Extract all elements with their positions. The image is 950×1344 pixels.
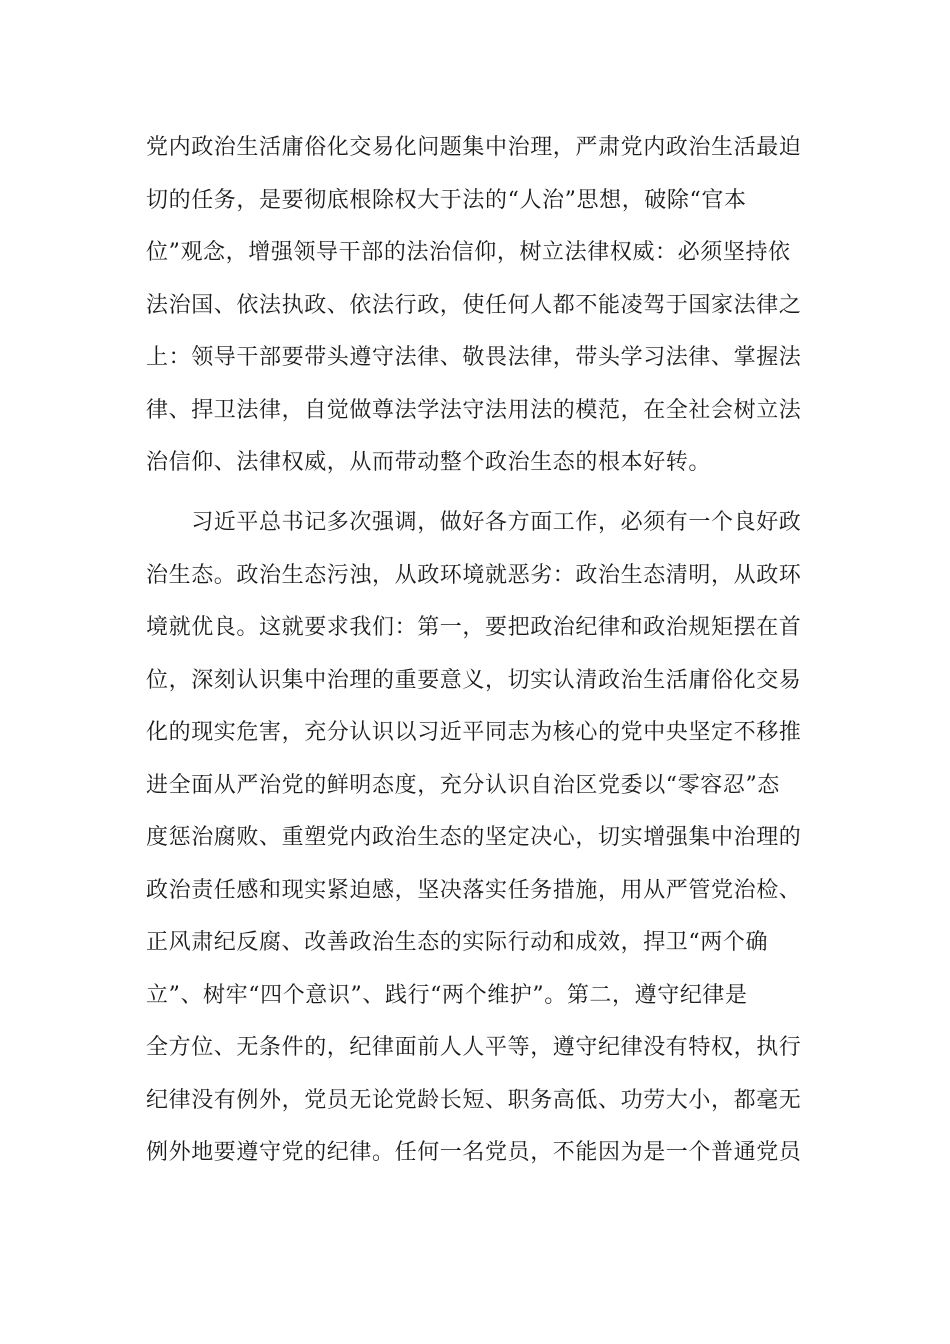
text-line: 治信仰、法律权威，从而带动整个政治生态的根本好转。 xyxy=(146,450,712,475)
text-line: 法治国、依法执政、依法行政，使任何人都不能凌驾于国家法律之 xyxy=(146,292,802,318)
text-line: 境就优良。这就要求我们：第一，要把政治纪律和政治规矩摆在首 xyxy=(146,615,802,640)
text-line: 纪律没有例外，党员无论党龄长短、职务高低、功劳大小，都毫无 xyxy=(146,1087,802,1113)
text-line: 党内政治生活庸俗化交易化问题集中治理，严肃党内政治生活最迫 xyxy=(146,135,802,160)
text-line: 政治责任感和现实紧迫感，坚决落实任务措施，用从严管党治检、 xyxy=(146,877,802,903)
text-line: 切的任务，是要彻底根除权大于法的“人治”思想，破除“官本 xyxy=(146,187,747,213)
text-line: 治生态。政治生态污浊，从政环境就恶劣：政治生态清明，从政环 xyxy=(146,562,802,588)
text-line: 化的现实危害，充分认识以习近平同志为核心的党中央坚定不移推 xyxy=(146,720,802,745)
text-line: 度惩治腐败、重塑党内政治生态的坚定决心，切实增强集中治理的 xyxy=(146,825,802,850)
text-line: 位”观念，增强领导干部的法治信仰，树立法律权威：必须坚持依 xyxy=(146,240,791,265)
text-line: 上：领导干部要带头遵守法律、敬畏法律，带头学习法律、掌握法 xyxy=(146,345,802,370)
text-line: 全方位、无条件的，纪律面前人人平等，遵守纪律没有特权，执行 xyxy=(146,1035,802,1060)
paragraph-2 xyxy=(146,497,806,1180)
text-line: 正风肃纪反腐、改善政治生态的实际行动和成效，捍卫“两个确 xyxy=(146,930,769,955)
paragraph-1 xyxy=(146,122,806,490)
text-line: 律、捍卫法律，自觉做尊法学法守法用法的模范，在全社会树立法 xyxy=(146,397,802,423)
text-line: 习近平总书记多次强调，做好各方面工作，必须有一个良好政 xyxy=(146,510,802,535)
text-line: 进全面从严治党的鲜明态度，充分认识自治区党委以“零容忍”态 xyxy=(146,772,780,798)
text-line: 例外地要遵守党的纪律。任何一名党员，不能因为是一个普通党员 xyxy=(146,1140,802,1165)
text-line: 立”、树牢“四个意识”、践行“两个维护”。第二，遵守纪律是 xyxy=(146,982,748,1008)
text-line: 位，深刻认识集中治理的重要意义，切实认清政治生活庸俗化交易 xyxy=(146,667,802,693)
